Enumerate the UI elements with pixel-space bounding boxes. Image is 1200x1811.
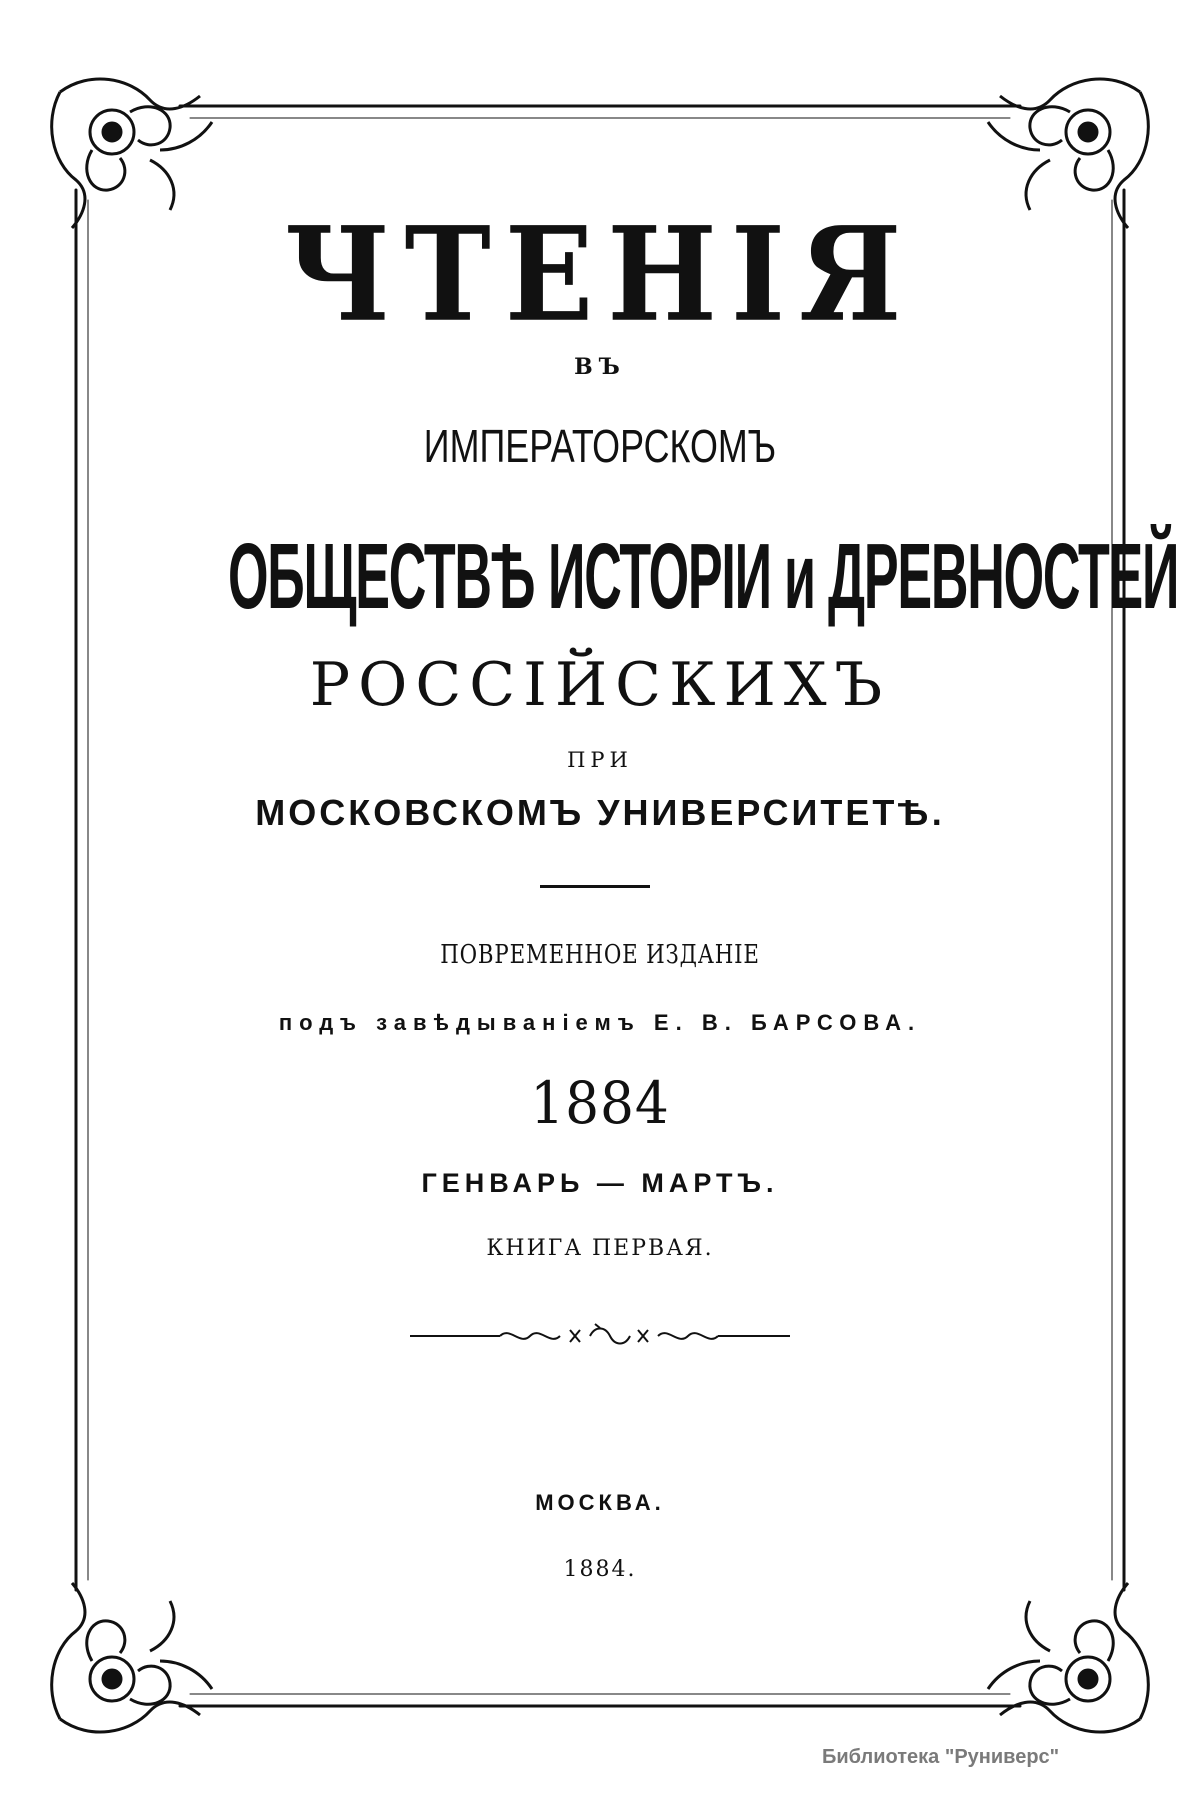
university-line: МОСКОВСКОМЪ УНИВЕРСИТЕТѢ.: [255, 792, 945, 833]
main-title: ЧТЕНІЯ: [284, 198, 916, 352]
months-line: ГЕНВАРЬ — МАРТЪ.: [421, 1168, 779, 1198]
imprint-year: 1884.: [563, 1557, 637, 1582]
library-watermark: Библиотека "Руниверс": [822, 1746, 1060, 1768]
edition-line: ПОВРЕМЕННОЕ ИЗДАНІЕ: [440, 940, 760, 970]
city-line: МОСКВА.: [535, 1490, 665, 1515]
preposition: ВЪ: [574, 354, 626, 380]
corner-ornament-bottom-left: [52, 1583, 212, 1732]
divider-rule: [540, 885, 650, 888]
russian-line: РОССІЙСКИХЪ: [309, 650, 891, 720]
corner-ornament-bottom-right: [988, 1583, 1148, 1732]
volume-year: 1884: [530, 1069, 670, 1137]
decorative-flourish: [410, 1320, 790, 1350]
at-line: ПРИ: [567, 748, 633, 772]
editor-line: подъ завѣдываніемъ Е. В. БАРСОВА.: [278, 1010, 922, 1035]
imperial-line: ИМПЕРАТОРСКОМЪ: [423, 420, 777, 472]
society-line: ОБЩЕСТВѢ ИСТОРІИ и ДРЕВНОСТЕЙ: [228, 524, 1179, 628]
book-line: КНИГА ПЕРВАЯ.: [486, 1236, 714, 1261]
